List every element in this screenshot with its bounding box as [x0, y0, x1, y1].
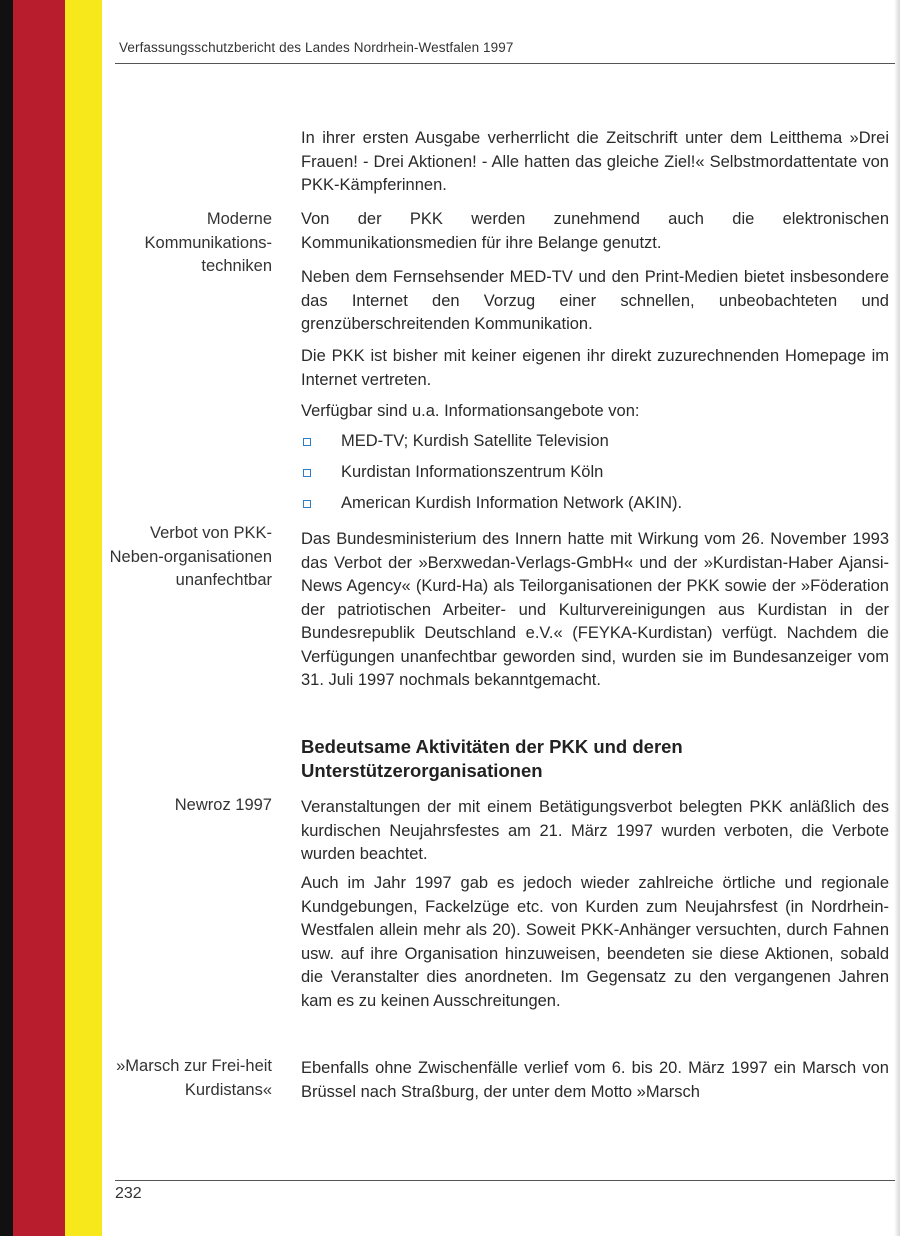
margin-note-kommunikation: Moderne Kommunikations-techniken	[144, 210, 272, 275]
paragraph-marsch	[301, 1057, 889, 1104]
paragraph-text: Das Bundesministerium des Innern hatte mit Wirkung vom 26. November 1993 das Verbot der »Berxwedan-Verlags-GmbH« und der »Kurdistan-Haber Ajansi-News Agency« (Kurd-Ha) als Teilorganisationen der PKK sowie der »Föderation der patriotischen Arbeiter- und Kulturvereinigungen aus Kurdistan in der Bundesrepublik Deutschland e.V.« (FEYKA-Kurdistan) verfügt. Nachdem die Verfügungen unanfechtbar geworden sind, wurden sie im Bundesanzeiger vom 31. Juli 1997 nochmals bekanntgemacht.	[301, 530, 889, 689]
margin-note-newroz: Newroz 1997	[174, 796, 272, 814]
page-number: 232	[115, 1185, 142, 1202]
paragraph-bundesministerium	[301, 528, 889, 693]
margin-note-marsch: »Marsch zur Frei-heit Kurdistans«	[116, 1057, 272, 1099]
footer-rule	[115, 1180, 895, 1181]
checkbox-bullet-icon	[303, 469, 311, 477]
flag-stripe-black	[0, 0, 13, 1236]
paragraph-internet	[301, 266, 889, 337]
paragraph-text: Die PKK ist bisher mit keiner eigenen ihr direkt zuzurechnenden Homepage im Internet vertreten.	[301, 347, 889, 389]
list-item-text: Kurdistan Informationszentrum Köln	[341, 463, 604, 481]
paragraph-text: Veranstaltungen der mit einem Betätigungsverbot belegten PKK anläßlich des kurdischen Neujahrsfestes am 21. März 1997 wurden verboten, die Verbote wurden beachtet.	[301, 798, 889, 863]
paragraph-text: Ebenfalls ohne Zwischenfälle verlief vom 6. bis 20. März 1997 ein Marsch von Brüssel nach Straßburg, der unter dem Motto »Marsch	[301, 1059, 889, 1101]
list-item	[301, 426, 889, 457]
section-heading: Bedeutsame Aktivitäten der PKK und deren Unterstützerorganisationen	[301, 736, 683, 781]
list-item-text: American Kurdish Information Network (AKIN).	[341, 494, 683, 512]
paragraph-text: Verfügbar sind u.a. Informationsangebote von:	[301, 402, 640, 420]
page-edge-shadow	[894, 0, 900, 1236]
paragraph-verfuegbar	[301, 400, 889, 424]
paragraph-text: Auch im Jahr 1997 gab es jedoch wieder zahlreiche örtliche und regionale Kundgebungen, Fackelzüge etc. von Kurden zum Neujahrsfest (in Nordrhein-Westfalen allein mehr als 20). Soweit PKK-Anhänger versuchten, durch Fahnen usw. auf ihre Organisation hinzuweisen, beendeten sie diese Aktionen, sobald die Veranstalter dies anordneten. Im Gegensatz zu den vergangenen Jahren kam es zu keinen Ausschreitungen.	[301, 874, 889, 1010]
bullet-list	[301, 426, 889, 519]
list-item	[301, 457, 889, 488]
paragraph-neujahrsfest	[301, 872, 889, 1013]
list-item-text: MED-TV; Kurdish Satellite Television	[341, 432, 609, 450]
running-title: Verfassungsschutzbericht des Landes Nordrhein-Westfalen 1997	[119, 40, 514, 55]
paragraph-text: Neben dem Fernsehsender MED-TV und den Print-Medien bietet insbesondere das Internet den Vorzug einer schnellen, unbeobachteten und grenzüberschreitenden Kommunikation.	[301, 268, 889, 333]
paragraph-zeitschrift	[301, 127, 889, 198]
paragraph-veranstaltungen	[301, 796, 889, 867]
list-item	[301, 488, 889, 519]
checkbox-bullet-icon	[303, 438, 311, 446]
paragraph-text: In ihrer ersten Ausgabe verherrlicht die Zeitschrift unter dem Leitthema »Drei Frauen! - Drei Aktionen! - Alle hatten das gleiche Ziel!« Selbstmordattentate von PKK-Kämpferinnen.	[301, 129, 889, 194]
header-rule	[115, 63, 895, 64]
checkbox-bullet-icon	[303, 500, 311, 508]
flag-stripe-red	[13, 0, 65, 1236]
paragraph-text: Von der PKK werden zunehmend auch die elektronischen Kommunikationsmedien für ihre Belange genutzt.	[301, 210, 889, 252]
margin-note-verbot: Verbot von PKK-Neben-organisationen unanfechtbar	[109, 524, 272, 589]
paragraph-elektronisch	[301, 208, 889, 255]
paragraph-homepage	[301, 345, 889, 392]
flag-stripe-gold	[65, 0, 102, 1236]
